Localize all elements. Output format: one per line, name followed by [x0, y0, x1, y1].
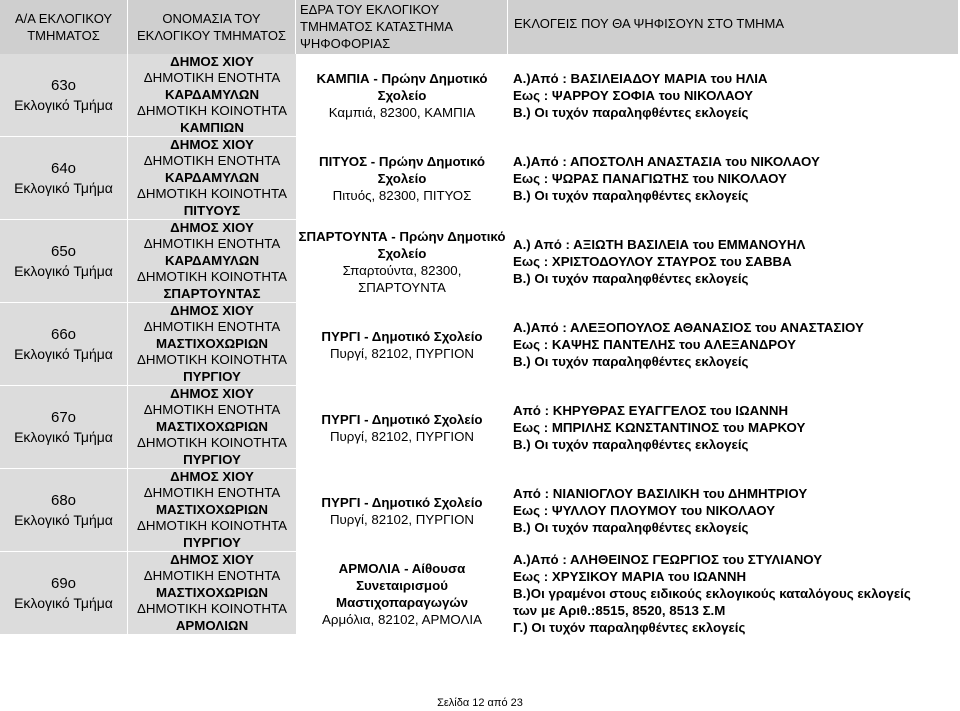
table-row [0, 137, 958, 220]
voters-cell-line: Α.)Από : ΒΑΣΙΛΕΙΑΔΟΥ ΜΑΡΙΑ του ΗΛΙΑ [513, 70, 768, 86]
polling-station-cell-line: Πιτυός, 82300, ΠΙΤΥΟΣ [332, 188, 472, 203]
section-name-cell-line: ΔΗΜΟΤΙΚΗ ΚΟΙΝΟΤΗΤΑ [136, 518, 288, 534]
section-number: 69ο [50, 575, 77, 592]
section-label: Εκλογικό Τμήμα [14, 263, 113, 279]
section-name-cell-line: ΔΗΜΟΣ ΧΙΟΥ [170, 219, 254, 235]
section-name-cell [128, 469, 296, 552]
polling-station-cell [296, 303, 508, 386]
voters-cell-line: Από : ΚΗΡΥΘΡΑΣ ΕΥΑΓΓΕΛΟΣ του ΙΩΑΝΝΗ [513, 402, 789, 418]
section-name-cell-line: ΔΗΜΟΤΙΚΗ ΕΝΟΤΗΤΑ [143, 236, 281, 252]
section-name-cell-line: ΑΡΜΟΛΙΩΝ [175, 617, 249, 633]
section-number-cell [0, 54, 128, 137]
voters-cell-line: Γ.) Οι τυχόν παραληφθέντες εκλογείς [513, 620, 746, 636]
section-name-cell-line: ΔΗΜΟΣ ΧΙΟΥ [170, 385, 254, 401]
polling-station-cell-line: Πυργί, 82102, ΠΥΡΓΙΟΝ [329, 345, 475, 361]
section-label: Εκλογικό Τμήμα [14, 346, 113, 362]
section-name-cell-line: ΔΗΜΟΤΙΚΗ ΚΟΙΝΟΤΗΤΑ [136, 435, 288, 451]
section-name-cell-line: ΔΗΜΟΣ ΧΙΟΥ [170, 136, 254, 152]
voters-cell-line: Α.)Από : ΑΛΕΞΟΠΟΥΛΟΣ ΑΘΑΝΑΣΙΟΣ του ΑΝΑΣΤΑΣΙΟΥ [513, 319, 864, 335]
section-number: 66ο [50, 326, 77, 343]
polling-station-cell-line: ΠΥΡΓΙ - Δημοτικό Σχολείο [321, 328, 483, 344]
voters-cell-line: Εως : ΧΡΙΣΤΟΔΟΥΛΟΥ ΣΤΑΥΡΟΣ του ΣΑΒΒΑ [513, 253, 792, 269]
polling-station-cell-line: ΣΠΑΡΤΟΥΝΤΑ - Πρώην Δημοτικό [298, 228, 506, 244]
section-number-cell [0, 386, 128, 469]
polling-station-cell [296, 137, 508, 220]
voters-cell-line: Εως : ΨΩΡΑΣ ΠΑΝΑΓΙΩΤΗΣ του ΝΙΚΟΛΑΟΥ [513, 170, 787, 186]
header-text: ΟΝΟΜΑΣΙΑ ΤΟΥ [162, 11, 261, 26]
section-name-cell-line: ΜΑΣΤΙΧΟΧΩΡΙΩΝ [155, 584, 269, 600]
header-text: ΤΜΗΜΑΤΟΣ [27, 28, 100, 43]
section-name-cell [128, 552, 296, 635]
section-name-cell-line: ΠΥΡΓΙΟΥ [183, 368, 241, 384]
section-name-cell-line: ΔΗΜΟΤΙΚΗ ΕΝΟΤΗΤΑ [143, 485, 281, 501]
polling-station-cell-line: ΚΑΜΠΙΑ - Πρώην Δημοτικό [316, 71, 488, 86]
voters-cell [508, 469, 958, 552]
section-number-cell [0, 552, 128, 635]
section-number-cell [0, 469, 128, 552]
polling-station-cell-line: ΠΙΤΥΟΣ - Πρώην Δημοτικό [319, 154, 485, 169]
voters-cell-line: Β.) Οι τυχόν παραληφθέντες εκλογείς [513, 188, 749, 204]
section-name-cell [128, 220, 296, 303]
voters-cell-line: Εως : ΨΥΛΛΟΥ ΠΛΟΥΜΟΥ του ΝΙΚΟΛΑΟΥ [513, 502, 776, 518]
polling-station-cell [296, 386, 508, 469]
header-text: ΨΗΦΟΦΟΡΙΑΣ [300, 36, 391, 51]
table-row [0, 303, 958, 386]
page-number: Σελίδα 12 από 23 [437, 697, 523, 709]
voters-cell-line: Εως : ΨΑΡΡΟΥ ΣΟΦΙΑ του ΝΙΚΟΛΑΟΥ [513, 87, 754, 103]
polling-station-cell-line: Σχολείο [377, 88, 427, 103]
voters-cell-line: Εως : ΜΠΡΙΛΗΣ ΚΩΝΣΤΑΝΤΙΝΟΣ του ΜΑΡΚΟΥ [513, 419, 806, 435]
section-name-cell-line: ΠΥΡΓΙΟΥ [183, 534, 241, 550]
section-name-cell-line: ΜΑΣΤΙΧΟΧΩΡΙΩΝ [155, 501, 269, 517]
section-number-cell [0, 137, 128, 220]
voters-cell-line: Β.) Οι τυχόν παραληφθέντες εκλογείς [513, 105, 749, 121]
section-number: 65ο [50, 243, 77, 260]
section-name-cell-line: ΔΗΜΟΤΙΚΗ ΕΝΟΤΗΤΑ [143, 70, 281, 86]
section-name-cell [128, 137, 296, 220]
section-label: Εκλογικό Τμήμα [14, 97, 113, 113]
polling-station-cell-line: Πυργί, 82102, ΠΥΡΓΙΟΝ [329, 511, 475, 527]
polling-station-cell-line: Σχολείο [377, 245, 427, 261]
header-polling-station [296, 0, 508, 54]
section-label: Εκλογικό Τμήμα [14, 429, 113, 445]
voters-cell-line: των με Αριθ.:8515, 8520, 8513 Σ.Μ [513, 603, 726, 619]
voters-cell-line: Β.) Οι τυχόν παραληφθέντες εκλογείς [513, 437, 749, 453]
polling-station-cell-line: ΠΥΡΓΙ - Δημοτικό Σχολείο [321, 494, 483, 510]
table-row [0, 469, 958, 552]
voters-cell [508, 303, 958, 386]
section-number: 68ο [50, 492, 77, 509]
header-section-name [128, 0, 296, 54]
section-name-cell-line: ΠΙΤΥΟΥΣ [183, 202, 241, 218]
section-name-cell-line: ΔΗΜΟΤΙΚΗ ΚΟΙΝΟΤΗΤΑ [136, 352, 288, 368]
voters-cell [508, 220, 958, 303]
header-voters [508, 0, 958, 54]
voters-cell-line: Β.) Οι τυχόν παραληφθέντες εκλογείς [513, 354, 749, 370]
header-text: ΕΚΛΟΓΙΚΟΥ ΤΜΗΜΑΤΟΣ [137, 28, 286, 43]
section-name-cell-line: ΜΑΣΤΙΧΟΧΩΡΙΩΝ [155, 418, 269, 434]
polling-station-cell-line: ΠΥΡΓΙ - Δημοτικό Σχολείο [321, 411, 483, 427]
polling-station-cell-line: Σχολείο [377, 171, 427, 186]
section-label: Εκλογικό Τμήμα [14, 595, 113, 611]
polling-station-cell-line: Συνεταιρισμού [356, 577, 448, 593]
section-number-cell [0, 220, 128, 303]
voters-cell-line: Εως : ΚΑΨΗΣ ΠΑΝΤΕΛΗΣ του ΑΛΕΞΑΝΔΡΟΥ [513, 336, 797, 352]
section-name-cell-line: ΣΠΑΡΤΟΥΝΤΑΣ [163, 285, 261, 301]
voters-cell [508, 552, 958, 635]
section-name-cell [128, 54, 296, 137]
section-name-cell-line: ΔΗΜΟΤΙΚΗ ΕΝΟΤΗΤΑ [143, 153, 281, 169]
header-section-number [0, 0, 128, 54]
polling-station-cell [296, 54, 508, 137]
polling-station-cell [296, 552, 508, 635]
voters-cell-line: Β.) Οι τυχόν παραληφθέντες εκλογείς [513, 520, 749, 536]
section-number: 63ο [50, 77, 77, 94]
polling-station-cell [296, 469, 508, 552]
voters-cell-line: Β.) Οι τυχόν παραληφθέντες εκλογείς [513, 271, 749, 287]
section-name-cell-line: ΔΗΜΟΣ ΧΙΟΥ [170, 551, 254, 567]
section-name-cell-line: ΔΗΜΟΤΙΚΗ ΚΟΙΝΟΤΗΤΑ [136, 186, 288, 202]
voters-cell [508, 137, 958, 220]
voters-cell-line: Α.)Από : ΑΠΟΣΤΟΛΗ ΑΝΑΣΤΑΣΙΑ του ΝΙΚΟΛΑΟΥ [513, 153, 820, 169]
section-name-cell [128, 386, 296, 469]
section-name-cell-line: ΚΑΡΔΑΜΥΛΩΝ [164, 86, 260, 102]
section-name-cell-line: ΚΑΜΠΙΩΝ [180, 119, 244, 135]
table-row [0, 552, 958, 635]
section-name-cell-line: ΚΑΡΔΑΜΥΛΩΝ [164, 252, 260, 268]
header-text: ΕΚΛΟΓΕΙΣ ΠΟΥ ΘΑ ΨΗΦΙΣΟΥΝ ΣΤΟ ΤΜΗΜΑ [514, 16, 785, 31]
section-name-cell-line: ΠΥΡΓΙΟΥ [183, 451, 241, 467]
section-name-cell-line: ΔΗΜΟΣ ΧΙΟΥ [170, 468, 254, 484]
polling-station-cell-line: ΑΡΜΟΛΙΑ - Αίθουσα [338, 560, 466, 576]
table-row [0, 220, 958, 303]
section-name-cell-line: ΔΗΜΟΤΙΚΗ ΚΟΙΝΟΤΗΤΑ [136, 103, 288, 119]
section-name-cell-line: ΔΗΜΟΤΙΚΗ ΚΟΙΝΟΤΗΤΑ [136, 601, 288, 617]
section-name-cell-line: ΔΗΜΟΤΙΚΗ ΕΝΟΤΗΤΑ [143, 568, 281, 584]
header-text: ΤΜΗΜΑΤΟΣ ΚΑΤΑΣΤΗΜΑ [300, 19, 454, 34]
polling-station-cell-line: Αρμόλια, 82102, ΑΡΜΟΛΙΑ [322, 611, 482, 627]
voters-cell-line: Β.)Οι γραμένοι στους ειδικούς εκλογικούς καταλόγους εκλογείς [513, 585, 911, 601]
polling-station-cell-line: Καμπιά, 82300, ΚΑΜΠΙΑ [328, 105, 476, 120]
polling-station-cell [296, 220, 508, 303]
voters-cell-line: Εως : ΧΡΥΣΙΚΟΥ ΜΑΡΙΑ του ΙΩΑΝΝΗ [513, 568, 747, 584]
polling-station-cell-line: Πυργί, 82102, ΠΥΡΓΙΟΝ [329, 428, 475, 444]
voters-cell [508, 386, 958, 469]
section-name-cell-line: ΔΗΜΟΤΙΚΗ ΕΝΟΤΗΤΑ [143, 319, 281, 335]
section-name-cell [128, 303, 296, 386]
section-number-cell [0, 303, 128, 386]
voters-cell-line: Α.)Από : ΑΛΗΘΕΙΝΟΣ ΓΕΩΡΓΙΟΣ του ΣΤΥΛΙΑΝΟΥ [513, 551, 823, 567]
section-label: Εκλογικό Τμήμα [14, 180, 113, 196]
section-number: 64ο [50, 160, 77, 177]
voters-cell-line: Από : ΝΙΑΝΙΟΓΛΟΥ ΒΑΣΙΛΙΚΗ του ΔΗΜΗΤΡΙΟΥ [513, 485, 808, 501]
header-text: ΕΔΡΑ ΤΟΥ ΕΚΛΟΓΙΚΟΥ [300, 2, 440, 17]
table-row [0, 54, 958, 137]
polling-station-cell-line: Σπαρτούντα, 82300, [342, 262, 462, 278]
table-row [0, 386, 958, 469]
section-name-cell-line: ΔΗΜΟΣ ΧΙΟΥ [170, 53, 254, 69]
polling-station-cell-line: Μαστιχοπαραγωγών [336, 594, 468, 610]
voters-cell [508, 54, 958, 137]
voters-cell-line: Α.) Από : ΑΞΙΩΤΗ ΒΑΣΙΛΕΙΑ του ΕΜΜΑΝΟΥΗΛ [513, 236, 806, 252]
section-name-cell-line: ΔΗΜΟΤΙΚΗ ΚΟΙΝΟΤΗΤΑ [136, 269, 288, 285]
section-name-cell-line: ΜΑΣΤΙΧΟΧΩΡΙΩΝ [155, 335, 269, 351]
section-name-cell-line: ΔΗΜΟΣ ΧΙΟΥ [170, 302, 254, 318]
section-name-cell-line: ΚΑΡΔΑΜΥΛΩΝ [164, 169, 260, 185]
section-name-cell-line: ΔΗΜΟΤΙΚΗ ΕΝΟΤΗΤΑ [143, 402, 281, 418]
section-label: Εκλογικό Τμήμα [14, 512, 113, 528]
section-number: 67ο [50, 409, 77, 426]
polling-station-cell-line: ΣΠΑΡΤΟΥΝΤΑ [358, 279, 446, 295]
header-text: Α/Α ΕΚΛΟΓΙΚΟΥ [14, 11, 113, 26]
